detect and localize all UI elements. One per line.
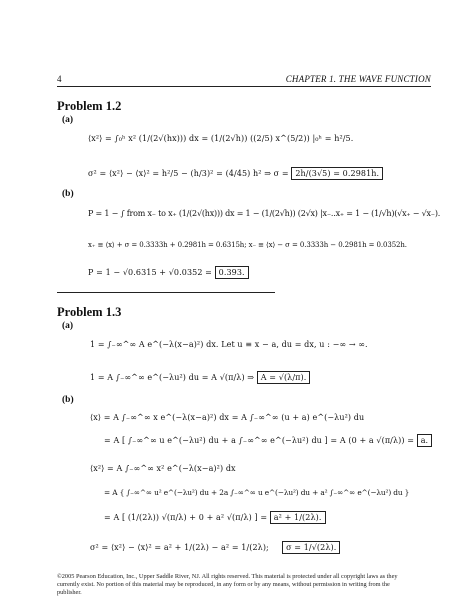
p12b-eq-result [88, 268, 249, 277]
p13b-eq-expectation-x: ⟨x⟩ = A ∫₋∞^∞ x e^(−λ(x−a)²) dx = A ∫₋∞^∞ (u + a) e^(−λu²) du [90, 413, 365, 422]
problem-1-2-part-b-label: (b) [62, 189, 74, 199]
p13b-eq-expansion: = A { ∫₋∞^∞ u² e^(−λu²) du + 2a ∫₋∞^∞ u e^(−λu²) du + a² ∫₋∞^∞ e^(−λu²) du } [104, 488, 410, 497]
p13b-eq-expectation-x-text: = A [ ∫₋∞^∞ u e^(−λu²) du + a ∫₋∞^∞ e^(−λu²) du ] = A (0 + a √(π/λ)) = [104, 436, 415, 445]
section-divider [57, 292, 275, 293]
p12a-sigma-result-box: 2h/(3√5) = 0.2981h. [291, 167, 383, 180]
copyright-line-1: ©2005 Pearson Education, Inc., Upper Saddle River, NJ. All rights reserved. This material is protected under all copyright laws as they [57, 573, 398, 580]
p13a-eq-result [90, 373, 310, 382]
page-number: 4 [57, 74, 62, 84]
p13b-eq-expectation-x2-result [104, 513, 326, 522]
copyright-line-3: publisher. [57, 589, 82, 596]
problem-1-2-title: Problem 1.2 [57, 99, 122, 113]
chapter-header: CHAPTER 1. THE WAVE FUNCTION [285, 74, 431, 84]
p13b-eq-sigma [90, 543, 340, 552]
problem-1-2-part-a-label: (a) [62, 115, 74, 125]
p13b-eq-expectation-x2: ⟨x²⟩ = A ∫₋∞^∞ x² e^(−λ(x−a)²) dx [90, 464, 236, 473]
p13b-sigma-result-box: σ = 1/√(2λ). [282, 541, 340, 554]
copyright-notice [57, 573, 398, 597]
problem-1-3-part-a-label: (a) [62, 321, 74, 331]
p13a-result-box: A = √(λ/π). [257, 371, 311, 384]
copyright-line-2: currently exist. No portion of this material may be reproduced, in any form or by any means, without permission in writing from the [57, 581, 390, 588]
p13b-x2-result-box: a² + 1/(2λ). [270, 511, 326, 524]
p12b-eq-result-text: P = 1 − √0.6315 + √0.0352 = [88, 268, 212, 277]
p13a-eq-result-text: 1 = A ∫₋∞^∞ e^(−λu²) du = A √(π/λ) ⇒ [90, 373, 255, 382]
p13b-eq-expectation-x2-text: = A [ (1/(2λ)) √(π/λ) + 0 + a² √(π/λ) ] = [104, 513, 268, 522]
problem-1-3-part-b-label: (b) [62, 395, 74, 405]
p13b-eq-expectation-x-result [104, 436, 432, 445]
p12a-eq-sigma-text: σ² = ⟨x²⟩ − ⟨x⟩² = h²/5 − (h/3)² = (4/45) h² ⇒ σ = [88, 169, 289, 178]
p12b-eq-limits: x₊ ≡ ⟨x⟩ + σ = 0.3333h + 0.2981h = 0.6315h; x₋ ≡ ⟨x⟩ − σ = 0.3333h − 0.2981h = 0.0352h. [88, 241, 407, 249]
header-rule [57, 86, 431, 87]
p13b-mean-result-box: a. [417, 434, 433, 447]
problem-1-3-title: Problem 1.3 [57, 305, 122, 319]
p12a-eq-expectation-x2: ⟨x²⟩ = ∫₀ʰ x² (1/(2√(hx))) dx = (1/(2√h)) ((2/5) x^(5/2)) |₀ʰ = h²/5. [88, 134, 354, 143]
p12b-result-box: 0.393. [215, 266, 249, 279]
p12b-eq-probability: P = 1 − ∫ from x₋ to x₊ (1/(2√(hx))) dx = 1 − (1/(2√h)) (2√x) |x₋..x₊ = 1 − (1/√h)(√x₊ − √x₋). [88, 209, 441, 218]
p13b-eq-sigma-text: σ² = ⟨x²⟩ − ⟨x⟩² = a² + 1/(2λ) − a² = 1/(2λ); [90, 543, 269, 552]
p13a-eq-normalization: 1 = ∫₋∞^∞ A e^(−λ(x−a)²) dx. Let u ≡ x − a, du = dx, u : −∞ → ∞. [90, 340, 368, 349]
p12a-eq-sigma [88, 169, 383, 178]
